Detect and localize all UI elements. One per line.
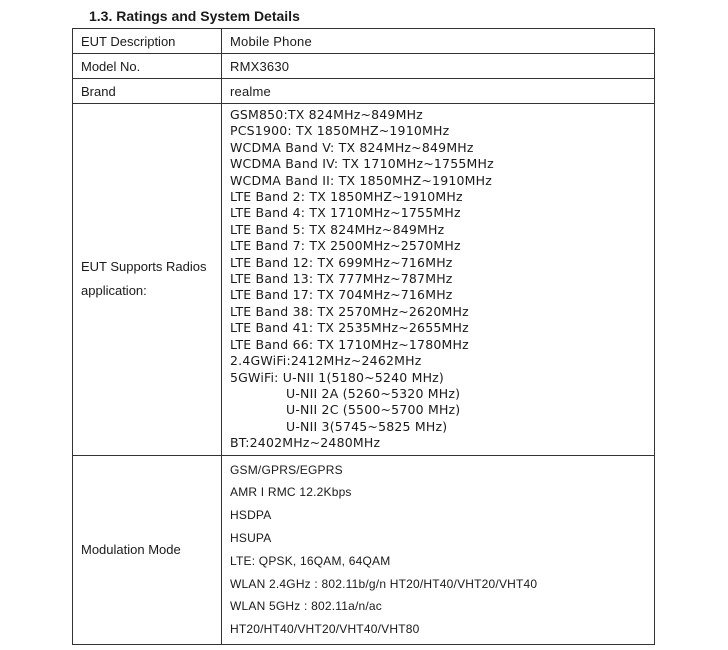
radios-value [222,104,655,456]
eut-description-value: Mobile Phone [222,29,655,54]
radio-line: LTE Band 38: TX 2570MHz~2620MHz [230,303,469,319]
modulation-value [222,455,655,644]
modulation-line: WLAN 5GHz : 802.11a/n/ac [230,599,382,614]
radio-line: GSM850:TX 824MHz~849MHz [230,107,423,122]
modulation-line: GSM/GPRS/EGPRS [230,462,343,477]
radio-line: U-NII 3(5745~5825 MHz) [286,418,448,434]
radio-line: LTE Band 5: TX 824MHz~849MHz [230,221,445,237]
eut-description-label: EUT Description [73,29,222,54]
table-row-modulation [73,455,655,644]
radio-line: U-NII 2C (5500~5700 MHz) [286,402,461,418]
radio-line: LTE Band 17: TX 704MHz~716MHz [230,287,453,303]
radio-line: LTE Band 13: TX 777MHz~787MHz [230,271,453,287]
radio-line: LTE Band 2: TX 1850MHZ~1910MHz [230,189,463,205]
modulation-label: Modulation Mode [73,455,222,644]
radio-line: LTE Band 41: TX 2535MHz~2655MHz [230,320,469,336]
radio-line: WCDMA Band IV: TX 1710MHz~1755MHz [230,156,494,172]
modulation-line: HSDPA [230,508,272,523]
radios-label-line1: EUT Supports Radios [81,259,207,275]
table-row-brand [73,79,655,104]
radio-line: 2.4GWiFi:2412MHz~2462MHz [230,353,422,369]
ratings-table [72,28,655,645]
model-no-value: RMX3630 [222,54,655,79]
radio-line: U-NII 2A (5260~5320 MHz) [286,385,461,401]
modulation-line: WLAN 2.4GHz : 802.11b/g/n HT20/HT40/VHT20/VHT40 [230,576,538,591]
radio-line: LTE Band 4: TX 1710MHz~1755MHz [230,205,461,221]
radio-line: LTE Band 66: TX 1710MHz~1780MHz [230,336,469,352]
brand-label: Brand [73,79,222,104]
table-row-eut-description [73,29,655,54]
radios-label [73,104,222,456]
model-no-label: Model No. [73,54,222,79]
table-row-radios [73,104,655,456]
radio-line: BT:2402MHz~2480MHz [230,435,381,451]
modulation-line: HSUPA [230,530,272,545]
radios-label-line2: application: [81,283,147,299]
radio-line: PCS1900: TX 1850MHZ~1910MHz [230,123,450,139]
table-row-model-no [73,54,655,79]
modulation-line: AMR I RMC 12.2Kbps [230,485,352,500]
section-title: 1.3. Ratings and System Details [89,8,300,24]
radio-line: WCDMA Band II: TX 1850MHZ~1910MHz [230,172,493,188]
radio-line: LTE Band 7: TX 2500MHz~2570MHz [230,238,461,254]
brand-value: realme [222,79,655,104]
radio-line: LTE Band 12: TX 699MHz~716MHz [230,254,453,270]
radio-line: 5GWiFi: U-NII 1(5180~5240 MHz) [230,369,445,385]
modulation-line: HT20/HT40/VHT20/VHT40/VHT80 [230,622,420,637]
modulation-list [230,456,654,644]
modulation-line: LTE: QPSK, 16QAM, 64QAM [230,553,391,568]
radios-list [230,104,654,455]
radio-line: WCDMA Band V: TX 824MHz~849MHz [230,139,474,155]
